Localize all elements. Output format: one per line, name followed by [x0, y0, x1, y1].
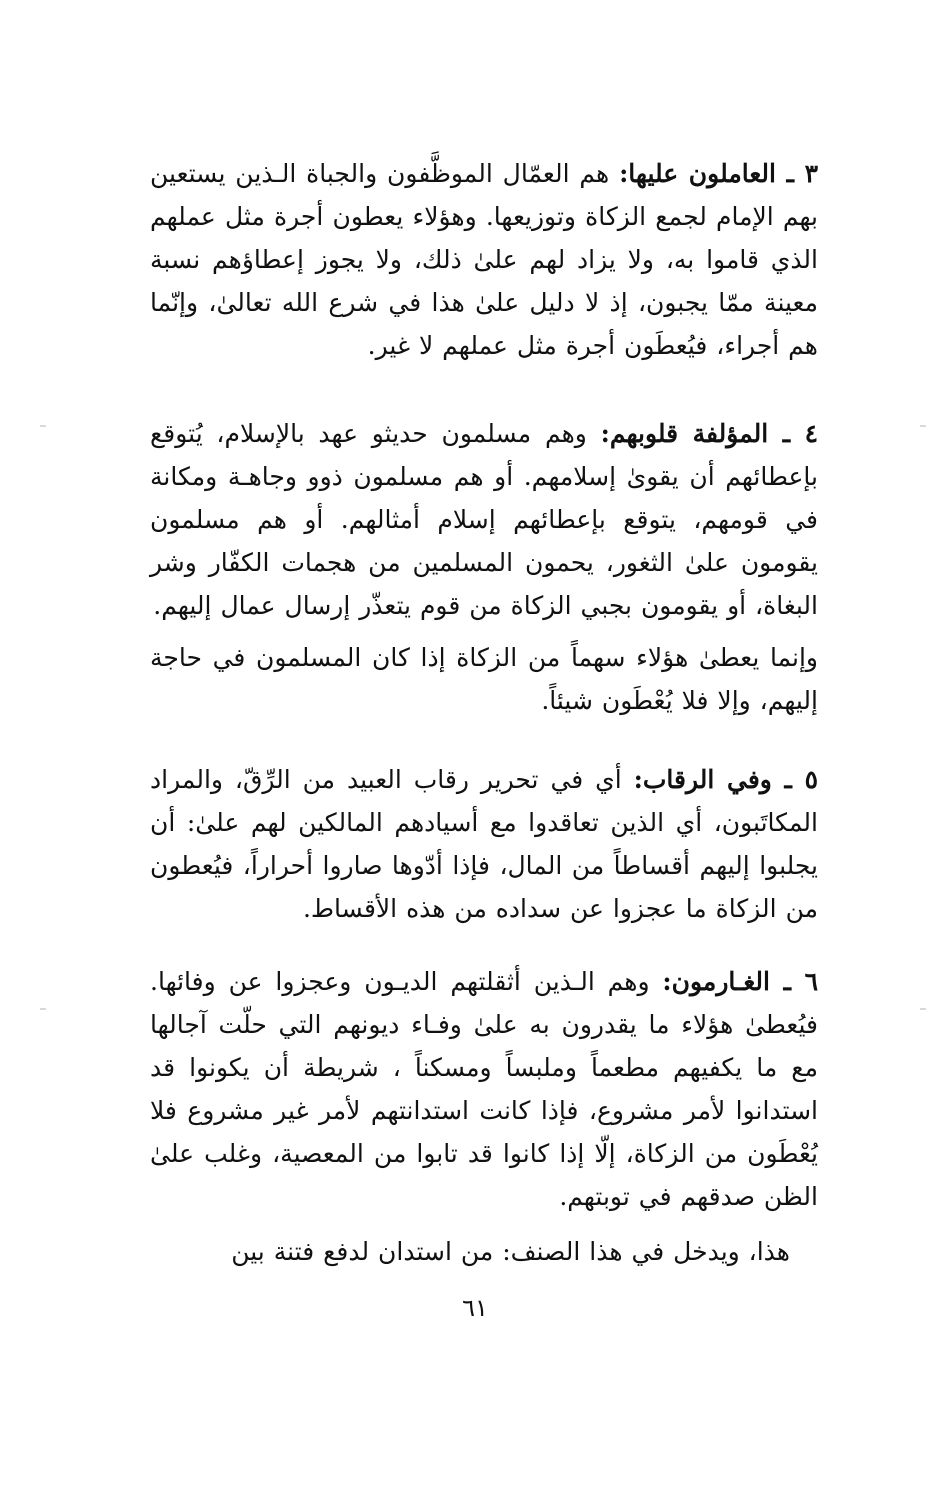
paragraph-heading: ٥ ـ وفي الرقاب: [633, 765, 819, 794]
paragraph-heading: ٦ ـ الغـارمون: [662, 967, 818, 996]
paragraph-amilin [150, 152, 818, 367]
paragraph-body: وهم مسلمون حديثو عهد بالإسلام، يُتوقع بإعطائهم أن يقوىٰ إسلامهم. أو هم مسلمون ذوو وجاهـة ومكانة في قومهم، يتوقع بإعطائهم إسلام أمثالهم. أو هم مسلمون يقومون علىٰ الثغور، يحمون المسلمين من هجمات الكفّار وشر البغاة، أو يقومون بجبي الزكاة من قوم يتعذّر إرسال عمال إليهم. [150, 419, 818, 620]
paragraph-body: أي في تحرير رقاب العبيد من الرِّقّ، والمراد المكاتَبون، أي الذين تعاقدوا مع أسيادهم المالكين لهم علىٰ: أن يجلبوا إليهم أقساطاً من المال، فإذا أدّوها صاروا أحراراً، فيُعطون من الزكاة ما عجزوا عن سداده من هذه الأقساط. [150, 765, 818, 923]
paragraph-riqab [150, 758, 818, 930]
paragraph-muallafa-note [150, 636, 818, 722]
paragraph-body: هم العمّال الموظَّفون والجباة الـذين يستعين بهم الإمام لجمع الزكاة وتوزيعها. وهؤلاء يعطون أجرة مثل عملهم الذي قاموا به، ولا يزاد لهم علىٰ ذلك، ولا يجوز إعطاؤهم نسبة معينة ممّا يجبون، إذ لا دليل علىٰ هذا في شرع الله تعالىٰ، وإنّما هم أجراء، فيُعطَون أجرة مثل عملهم لا غير. [150, 159, 818, 360]
page-number: ٦١ [462, 1294, 488, 1322]
paragraph-gharimin-note [150, 1230, 818, 1273]
scan-edge-mark [40, 1008, 46, 1010]
paragraph-body: وهم الـذين أثقلتهم الديـون وعجزوا عن وفائها. فيُعطىٰ هؤلاء ما يقدرون به علىٰ وفـاء ديونهم التي حلّت آجالها مع ما يكفيهم مطعماً وملبساً ومسكناً ، شريطة أن يكونوا قد استدانوا لأمر مشروع، فإذا كانت استدانتهم لأمر غير مشروع فلا يُعْطَون من الزكاة، إلّا إذا كانوا قد تابوا من المعصية، وغلب علىٰ الظن صدقهم في توبتهم. [150, 967, 818, 1211]
paragraph-body: وإنما يعطىٰ هؤلاء سهماً من الزكاة إذا كان المسلمون في حاجة إليهم، وإلا فلا يُعْطَون شيئاً. [150, 643, 818, 715]
paragraph-body: هذا، ويدخل في هذا الصنف: من استدان لدفع فتنة بين [231, 1237, 790, 1266]
paragraph-gharimin [150, 960, 818, 1218]
paragraph-heading: ٣ ـ العاملون عليها: [619, 159, 818, 188]
scan-edge-mark [40, 425, 46, 427]
paragraph-heading: ٤ ـ المؤلفة قلوبهم: [600, 419, 818, 448]
paragraph-muallafa [150, 412, 818, 627]
scan-edge-mark [920, 1008, 926, 1010]
scan-edge-mark [920, 425, 926, 427]
